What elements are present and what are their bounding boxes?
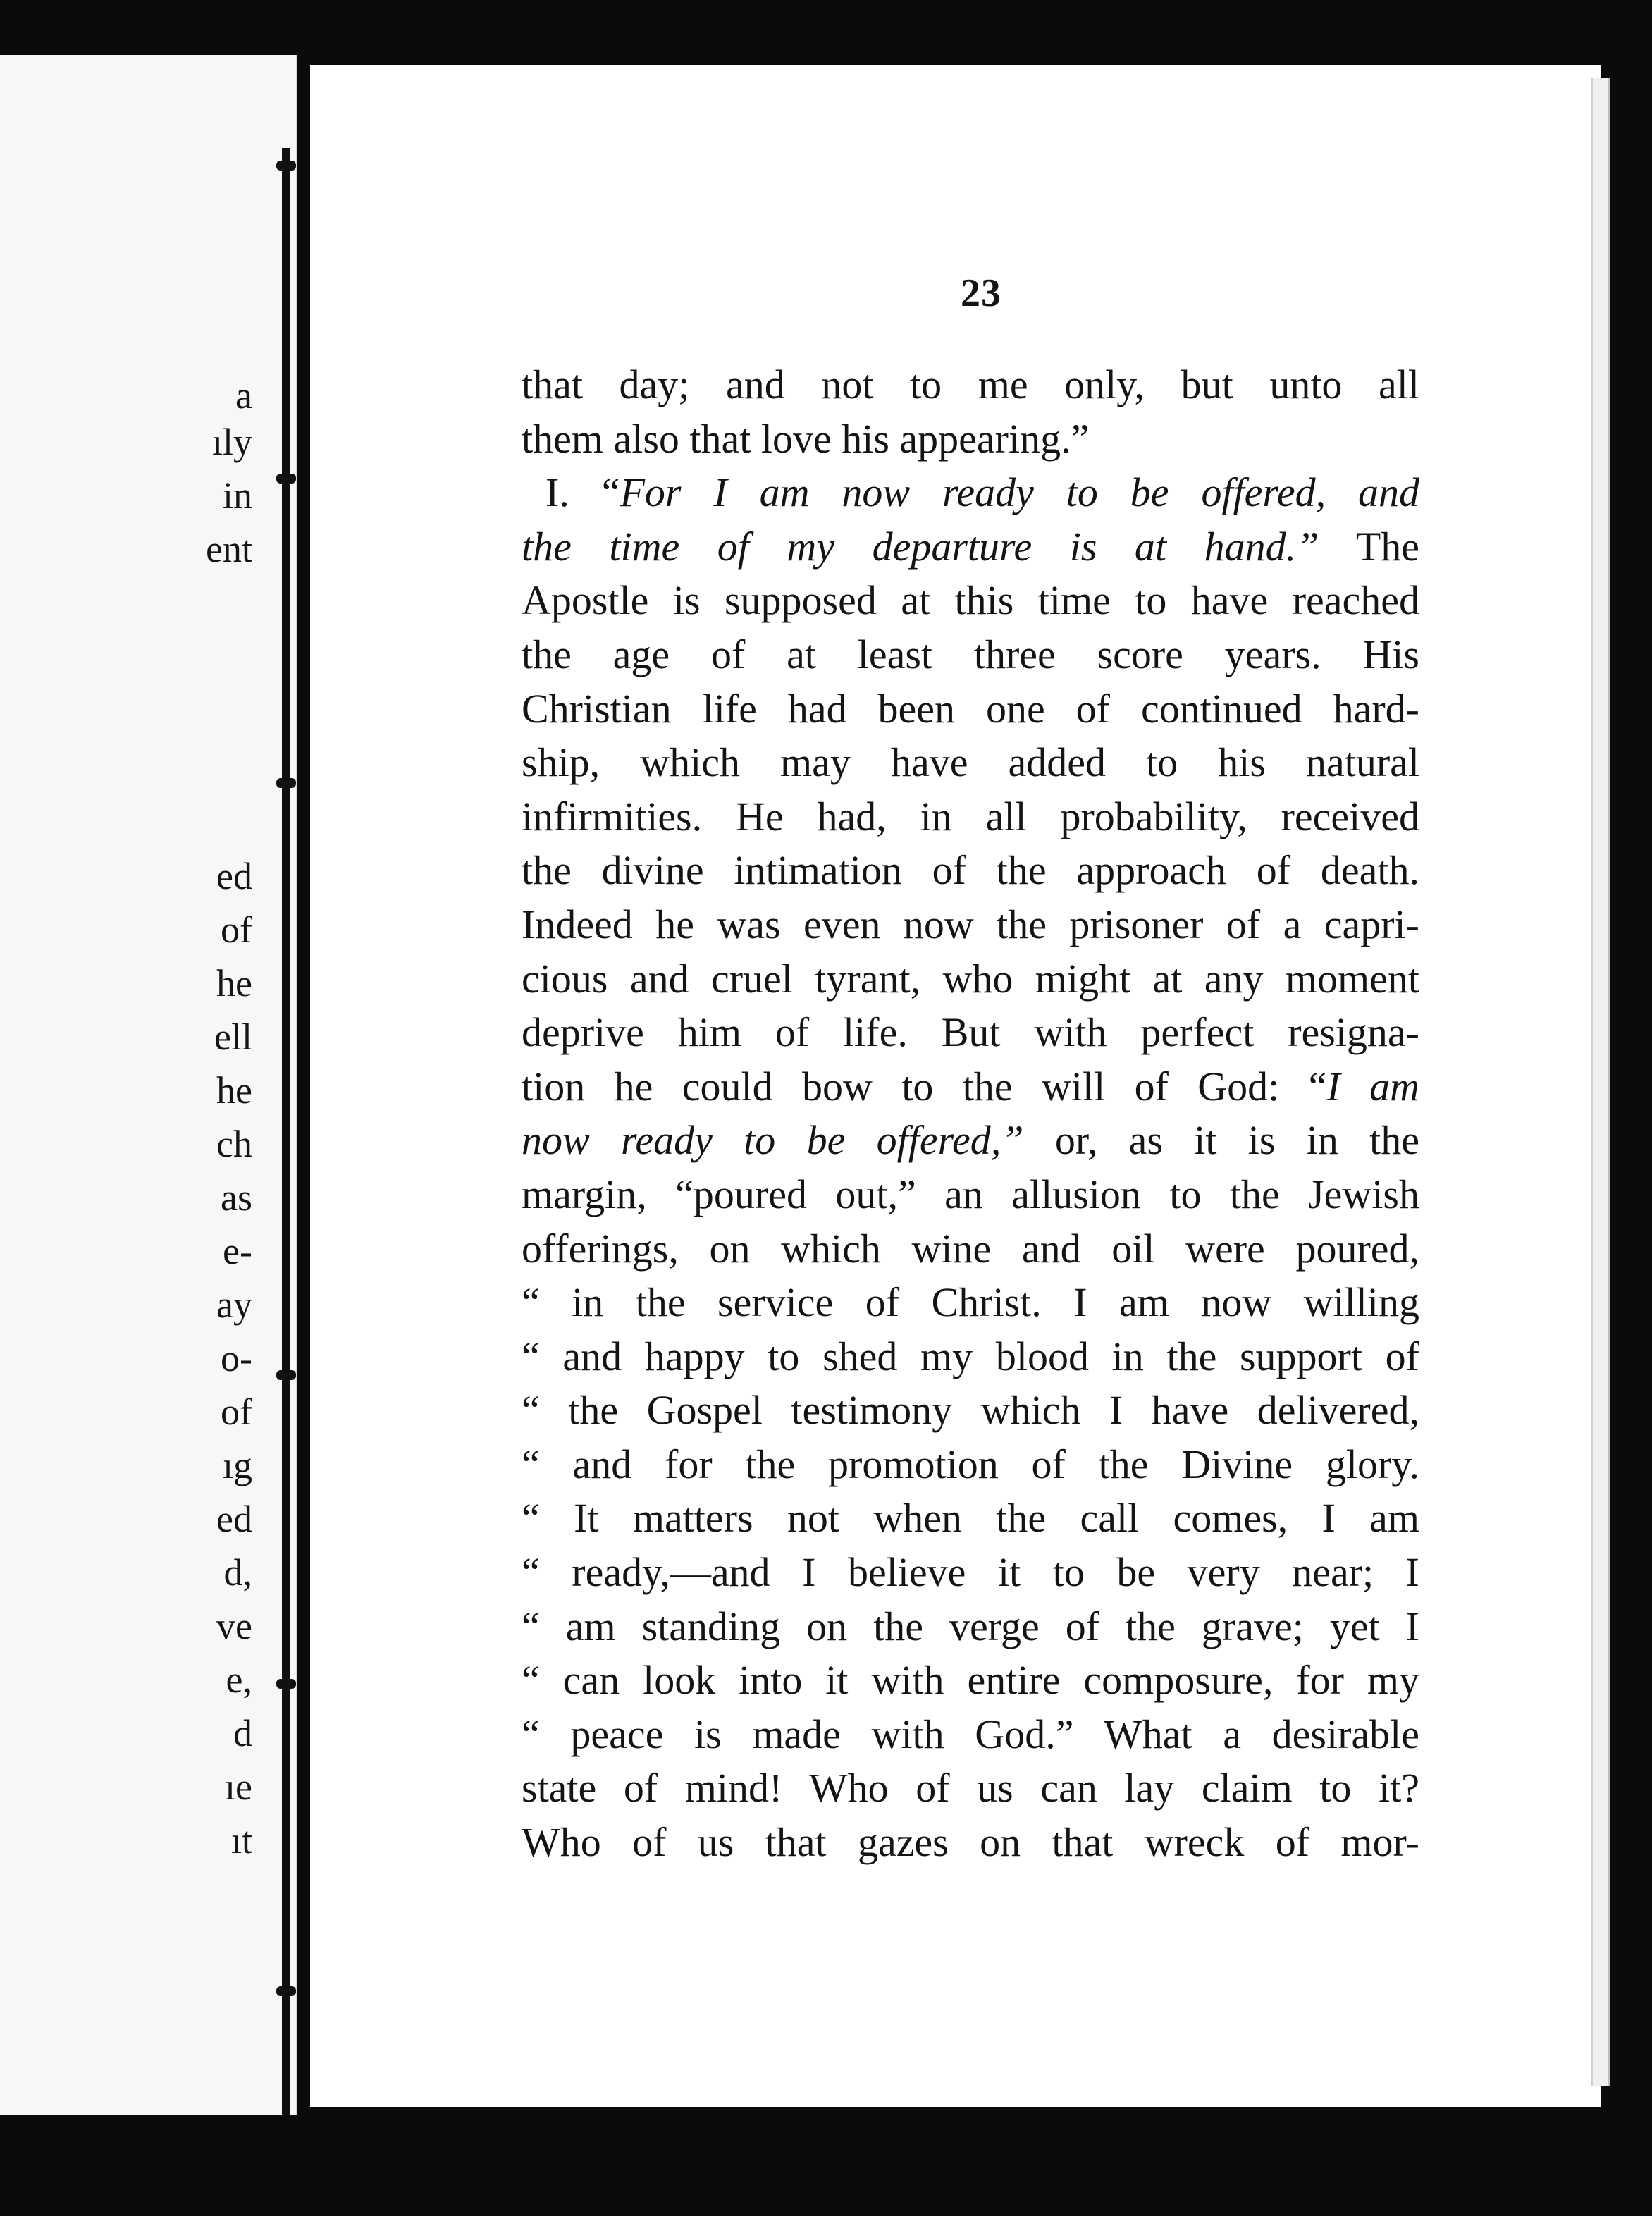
- text-line: “ and for the promotion of the Divine glory.: [522, 1441, 1419, 1487]
- margin-fragment: he: [216, 1069, 252, 1112]
- binding-stitch: [276, 1986, 296, 1996]
- page-number: 23: [961, 271, 1001, 315]
- margin-fragment: in: [222, 474, 252, 517]
- text-fragment: or, as it is in the: [1054, 1117, 1419, 1164]
- margin-fragment: o-: [221, 1337, 252, 1379]
- margin-fragment: ell: [214, 1016, 252, 1058]
- scripture-quote: now ready to be offered,”: [522, 1117, 1024, 1164]
- body-text: [522, 358, 1419, 1870]
- binding-stitch: [276, 1370, 296, 1380]
- text-line: Indeed he was even now the prisoner of a capri-: [522, 901, 1419, 947]
- scripture-quote: I am: [1326, 1063, 1419, 1109]
- margin-fragment: ed: [216, 1498, 252, 1540]
- margin-fragment: ıly: [211, 421, 252, 463]
- text-line: [522, 1114, 1419, 1168]
- margin-fragment: ed: [216, 855, 252, 897]
- text-line: “ and happy to shed my blood in the support of: [522, 1333, 1419, 1379]
- margin-fragment: e,: [226, 1658, 252, 1701]
- text-line: deprive him of life. But with perfect resigna-: [522, 1009, 1419, 1056]
- margin-fragment: d,: [223, 1551, 252, 1594]
- scripture-quote: For I am now ready to be offered, and: [620, 469, 1419, 516]
- text-line: “ am standing on the verge of the grave; yet I: [522, 1603, 1419, 1649]
- text-fragment: tion he could bow to the will of God: “: [522, 1063, 1327, 1109]
- margin-fragment: ch: [216, 1123, 252, 1165]
- binding-stitch: [276, 161, 296, 171]
- margin-fragment: as: [221, 1176, 252, 1219]
- text-line: state of mind! Who of us can lay claim to it?: [522, 1765, 1419, 1811]
- text-line: the age of at least three score years. His: [522, 631, 1419, 677]
- text-fragment: The: [1355, 523, 1420, 570]
- scripture-quote: the time of my departure is at hand.”: [522, 523, 1319, 570]
- margin-fragment: a: [235, 374, 252, 417]
- text-line: that day; and not to me only, but unto all: [522, 362, 1419, 407]
- text-line: “ ready,—and I believe it to be very near; I: [522, 1549, 1419, 1596]
- text-line: “ in the service of Christ. I am now willing: [522, 1279, 1419, 1326]
- text-line: Apostle is supposed at this time to have reached: [522, 577, 1419, 624]
- text-line: Who of us that gazes on that wreck of mor-: [522, 1819, 1419, 1866]
- text-line: them also that love his appearing.”: [522, 415, 1090, 462]
- margin-fragment: of: [221, 1391, 252, 1433]
- text-line: infirmities. He had, in all probability, received: [522, 793, 1419, 839]
- text-line: Christian life had been one of continued hard-: [522, 685, 1419, 732]
- text-line: cious and cruel tyrant, who might at any moment: [522, 955, 1419, 1002]
- margin-fragment: ve: [216, 1605, 252, 1647]
- facing-page: [0, 55, 297, 2120]
- page-edge: [1591, 78, 1610, 2086]
- margin-fragment: he: [216, 962, 252, 1004]
- margin-fragment: ıe: [225, 1766, 252, 1808]
- binding-stitch: [276, 1679, 296, 1689]
- text-line: “ It matters not when the call comes, I am: [522, 1495, 1419, 1541]
- binding-spine: [282, 148, 290, 2122]
- margin-fragment: ay: [216, 1284, 252, 1326]
- text-line: ship, which may have added to his natural: [522, 739, 1419, 786]
- text-line: margin, “poured out,” an allusion to the Jewish: [522, 1171, 1419, 1217]
- text-line: “ peace is made with God.” What a desirable: [522, 1711, 1419, 1757]
- text-line: the divine intimation of the approach of death.: [522, 847, 1419, 894]
- text-line: [522, 1060, 1419, 1114]
- binding-stitch: [276, 474, 296, 484]
- margin-fragment: d: [233, 1712, 252, 1754]
- text-line: offerings, on which wine and oil were poured,: [522, 1225, 1419, 1272]
- margin-fragment: ent: [206, 528, 252, 570]
- margin-fragment: of: [221, 909, 252, 951]
- text-line: [522, 520, 1419, 574]
- text-line: [522, 466, 1419, 520]
- text-line: “ the Gospel testimony which I have delivered,: [522, 1387, 1419, 1434]
- text-line: “ can look into it with entire composure, for my: [522, 1657, 1419, 1704]
- binding-stitch: [276, 778, 296, 788]
- margin-fragment: ıt: [230, 1819, 252, 1861]
- scan-border: [0, 2115, 1652, 2216]
- margin-fragment: e-: [223, 1230, 252, 1272]
- section-marker: I. “: [545, 469, 620, 516]
- margin-fragment: ıg: [222, 1444, 252, 1486]
